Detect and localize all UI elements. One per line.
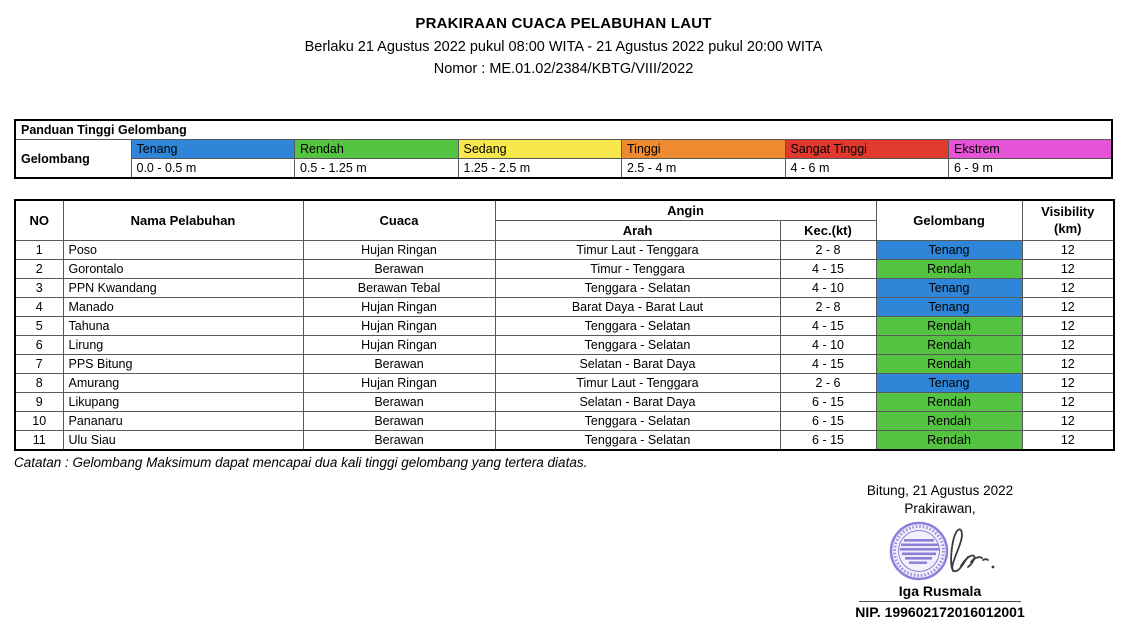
col-header-port: Nama Pelabuhan <box>63 200 303 241</box>
cell-wave: Tenang <box>876 241 1022 260</box>
legend-row-label: Gelombang <box>15 140 131 179</box>
legend-range-cell: 4 - 6 m <box>785 159 949 179</box>
cell-no: 9 <box>15 393 63 412</box>
legend-level-cell: Tinggi <box>622 140 786 159</box>
cell-wave: Tenang <box>876 298 1022 317</box>
cell-no: 4 <box>15 298 63 317</box>
cell-no: 1 <box>15 241 63 260</box>
note-text: Catatan : Gelombang Maksimum dapat mencapai dua kali tinggi gelombang yang tertera diatas. <box>14 455 588 470</box>
col-header-weather: Cuaca <box>303 200 495 241</box>
col-header-wind: Angin <box>495 200 876 221</box>
cell-visibility: 12 <box>1022 431 1114 451</box>
cell-wind-speed: 2 - 6 <box>780 374 876 393</box>
cell-port: Pananaru <box>63 412 303 431</box>
cell-port: Lirung <box>63 336 303 355</box>
legend-title-row <box>15 120 1112 140</box>
cell-weather: Hujan Ringan <box>303 241 495 260</box>
signature-nip: NIP. 199602172016012001 <box>855 604 1025 620</box>
cell-visibility: 12 <box>1022 412 1114 431</box>
cell-wave: Rendah <box>876 317 1022 336</box>
col-header-no: NO <box>15 200 63 241</box>
cell-port: Amurang <box>63 374 303 393</box>
forecast-table <box>14 199 1115 451</box>
cell-wind-direction: Timur - Tenggara <box>495 260 780 279</box>
legend-range-cell: 0.0 - 0.5 m <box>131 159 295 179</box>
cell-weather: Berawan <box>303 412 495 431</box>
cell-wave: Rendah <box>876 412 1022 431</box>
cell-port: PPN Kwandang <box>63 279 303 298</box>
cell-wind-speed: 4 - 10 <box>780 279 876 298</box>
cell-weather: Hujan Ringan <box>303 317 495 336</box>
cell-wind-direction: Selatan - Barat Daya <box>495 355 780 374</box>
table-row <box>15 412 1114 431</box>
cell-weather: Berawan <box>303 431 495 451</box>
cell-no: 2 <box>15 260 63 279</box>
legend-level-cell: Tenang <box>131 140 295 159</box>
validity-period: Berlaku 21 Agustus 2022 pukul 08:00 WITA - 21 Agustus 2022 pukul 20:00 WITA <box>304 39 823 55</box>
cell-weather: Hujan Ringan <box>303 298 495 317</box>
cell-wave: Rendah <box>876 355 1022 374</box>
table-row <box>15 336 1114 355</box>
col-header-wind-direction: Arah <box>495 221 780 241</box>
legend-range-cell: 6 - 9 m <box>949 159 1113 179</box>
cell-wave: Rendah <box>876 260 1022 279</box>
cell-wind-speed: 4 - 10 <box>780 336 876 355</box>
table-row <box>15 355 1114 374</box>
cell-port: Manado <box>63 298 303 317</box>
cell-wind-direction: Tenggara - Selatan <box>495 317 780 336</box>
legend-level-cell: Sangat Tinggi <box>785 140 949 159</box>
cell-weather: Berawan <box>303 393 495 412</box>
forecast-table-body <box>15 241 1114 451</box>
legend-title: Panduan Tinggi Gelombang <box>15 120 1112 140</box>
cell-visibility: 12 <box>1022 317 1114 336</box>
table-row <box>15 260 1114 279</box>
cell-port: PPS Bitung <box>63 355 303 374</box>
cell-wind-speed: 2 - 8 <box>780 241 876 260</box>
cell-wind-direction: Barat Daya - Barat Laut <box>495 298 780 317</box>
cell-no: 6 <box>15 336 63 355</box>
cell-wind-direction: Tenggara - Selatan <box>495 279 780 298</box>
cell-weather: Berawan <box>303 355 495 374</box>
cell-wind-speed: 4 - 15 <box>780 355 876 374</box>
cell-wave: Tenang <box>876 374 1022 393</box>
col-header-wind-speed: Kec.(kt) <box>780 221 876 241</box>
cell-no: 3 <box>15 279 63 298</box>
legend-levels-row <box>15 140 1112 159</box>
cell-weather: Berawan <box>303 260 495 279</box>
table-row <box>15 317 1114 336</box>
cell-visibility: 12 <box>1022 279 1114 298</box>
cell-weather: Hujan Ringan <box>303 336 495 355</box>
cell-wind-speed: 6 - 15 <box>780 431 876 451</box>
cell-wave: Tenang <box>876 279 1022 298</box>
legend-range-cell: 1.25 - 2.5 m <box>458 159 622 179</box>
cell-no: 11 <box>15 431 63 451</box>
legend-range-cell: 0.5 - 1.25 m <box>295 159 459 179</box>
cell-wave: Rendah <box>876 393 1022 412</box>
cell-wind-direction: Timur Laut - Tenggara <box>495 374 780 393</box>
col-header-visibility: Visibility (km) <box>1022 200 1114 241</box>
cell-wave: Rendah <box>876 336 1022 355</box>
cell-visibility: 12 <box>1022 241 1114 260</box>
table-row <box>15 374 1114 393</box>
cell-wind-speed: 6 - 15 <box>780 412 876 431</box>
cell-port: Poso <box>63 241 303 260</box>
table-row <box>15 241 1114 260</box>
page-title: PRAKIRAAN CUACA PELABUHAN LAUT <box>415 15 712 32</box>
table-row <box>15 431 1114 451</box>
cell-wind-direction: Timur Laut - Tenggara <box>495 241 780 260</box>
col-header-wave: Gelombang <box>876 200 1022 241</box>
cell-visibility: 12 <box>1022 355 1114 374</box>
wave-legend-table <box>14 119 1113 179</box>
cell-no: 10 <box>15 412 63 431</box>
cell-no: 7 <box>15 355 63 374</box>
cell-wave: Rendah <box>876 431 1022 451</box>
cell-no: 5 <box>15 317 63 336</box>
cell-wind-speed: 2 - 8 <box>780 298 876 317</box>
forecast-header-row-1 <box>15 200 1114 221</box>
cell-port: Tahuna <box>63 317 303 336</box>
cell-port: Likupang <box>63 393 303 412</box>
cell-weather: Berawan Tebal <box>303 279 495 298</box>
cell-wind-speed: 6 - 15 <box>780 393 876 412</box>
cell-port: Gorontalo <box>63 260 303 279</box>
signature-name: Iga Rusmala <box>898 583 982 599</box>
table-row <box>15 393 1114 412</box>
document-header <box>0 0 1127 77</box>
table-row <box>15 279 1114 298</box>
stamp-signature-image <box>856 520 1026 582</box>
legend-level-cell: Ekstrem <box>949 140 1113 159</box>
cell-wind-direction: Tenggara - Selatan <box>495 412 780 431</box>
signature-place-date: Bitung, 21 Agustus 2022 <box>866 483 1014 498</box>
table-row <box>15 298 1114 317</box>
signature-underline <box>859 601 1021 602</box>
cell-visibility: 12 <box>1022 393 1114 412</box>
cell-port: Ulu Siau <box>63 431 303 451</box>
signature-block <box>830 482 1050 621</box>
cell-visibility: 12 <box>1022 336 1114 355</box>
cell-weather: Hujan Ringan <box>303 374 495 393</box>
cell-no: 8 <box>15 374 63 393</box>
cell-visibility: 12 <box>1022 374 1114 393</box>
cell-wind-speed: 4 - 15 <box>780 260 876 279</box>
cell-wind-direction: Tenggara - Selatan <box>495 336 780 355</box>
legend-level-cell: Sedang <box>458 140 622 159</box>
signature-role: Prakirawan, <box>904 501 976 516</box>
cell-wind-speed: 4 - 15 <box>780 317 876 336</box>
document-number: Nomor : ME.01.02/2384/KBTG/VIII/2022 <box>433 61 694 77</box>
cell-visibility: 12 <box>1022 260 1114 279</box>
legend-level-cell: Rendah <box>295 140 459 159</box>
cell-wind-direction: Tenggara - Selatan <box>495 431 780 451</box>
cell-visibility: 12 <box>1022 298 1114 317</box>
stamp-area <box>830 520 1050 582</box>
legend-ranges-row <box>15 159 1112 179</box>
legend-range-cell: 2.5 - 4 m <box>622 159 786 179</box>
cell-wind-direction: Selatan - Barat Daya <box>495 393 780 412</box>
